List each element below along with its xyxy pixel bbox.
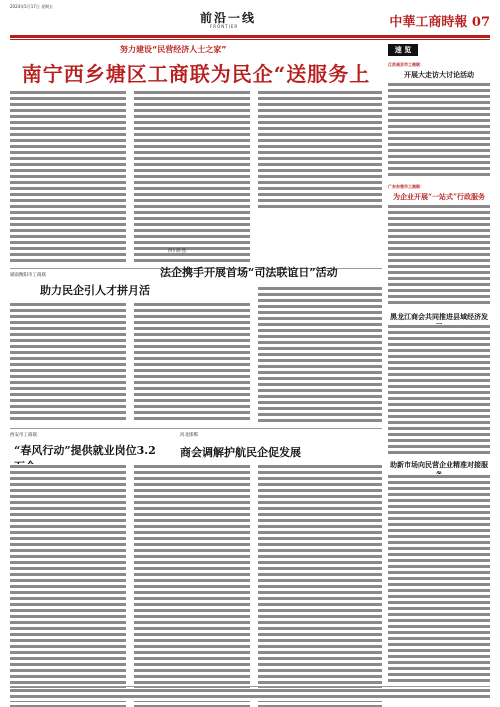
- issue-date: 2024年5月17日 星期五: [10, 4, 54, 9]
- sidebar-item-kicker: 广东东莞市工商联：: [388, 184, 424, 189]
- body-text-block: [258, 464, 382, 707]
- body-text-block: [10, 90, 126, 264]
- sidebar-item-body: [388, 324, 490, 454]
- story3-title: 法企携手开展首场“司法联谊日”活动: [160, 266, 338, 279]
- body-text-block: [258, 90, 382, 210]
- body-text-block: [134, 302, 250, 422]
- story5-title: 商会调解护航民企促发展: [180, 446, 301, 459]
- sidebar-item-title: 助新市场向民营企业精准对接服: [390, 460, 488, 469]
- story3-col: [258, 286, 382, 422]
- header-rule-thin: [10, 39, 490, 40]
- body-text-block: [134, 90, 250, 264]
- sidebar-item-body: [388, 204, 490, 304]
- story4-kicker: 西安市工商联：: [10, 433, 42, 438]
- story4-title: “春风行动”提供就业岗位3.2: [14, 444, 156, 457]
- sidebar-tag: 速 览: [388, 44, 418, 56]
- lead-body-col-2: [134, 90, 250, 264]
- page-footer-ads: [10, 686, 490, 701]
- body-text-block: [258, 286, 382, 422]
- sidebar-item-title: 黑龙江商会共同推进县域经济发: [390, 312, 488, 321]
- lead-headline: 南宁西乡塘区工商联为民企“送服务上: [21, 62, 371, 86]
- quick-news-sidebar: [388, 44, 490, 684]
- body-text-block: [134, 464, 250, 707]
- story4-col-1: [10, 464, 126, 707]
- header-rule: [10, 35, 490, 38]
- story2-title: 助力民企引人才拼月活: [40, 284, 150, 297]
- masthead: [0, 0, 500, 36]
- story3-kicker: 四川旺苍：: [168, 249, 191, 254]
- body-text-block: [10, 302, 126, 422]
- sidebar-item-body: [388, 474, 490, 684]
- story2-col-2: [134, 302, 250, 422]
- main-stories: [10, 44, 382, 684]
- lead-body-col-1: [10, 90, 126, 264]
- story2-kicker: 湖南衡阳市工商联: [10, 273, 46, 278]
- body-text-block: [10, 464, 126, 707]
- sidebar-item-kicker: 江苏南京市工商联：: [388, 62, 424, 67]
- body-text-block: [388, 82, 490, 178]
- story5-col-1: [134, 464, 250, 707]
- story-divider: [10, 428, 382, 429]
- lead-kicker: 努力建设“民营经济人士之家”: [120, 45, 227, 54]
- section-subtitle: FRONTIER: [210, 24, 239, 29]
- sidebar-item-title: 开展大走访大讨论活动: [404, 70, 474, 79]
- story5-kicker: 河北邯郸: [180, 433, 198, 438]
- sidebar-item-title: 为企业开展“一站式”行政服务: [392, 192, 486, 201]
- newspaper-logo: 中華工商時報 07: [389, 15, 490, 30]
- story2-col-1: [10, 302, 126, 422]
- body-text-block: [388, 474, 490, 684]
- lead-body-col-3: [258, 90, 382, 210]
- body-text-block: [388, 204, 490, 304]
- story5-col-2: [258, 464, 382, 707]
- body-text-block: [388, 324, 490, 454]
- sidebar-item-body: [388, 82, 490, 178]
- footer-text-block: [10, 688, 490, 701]
- section-title: 前沿一线: [200, 11, 257, 25]
